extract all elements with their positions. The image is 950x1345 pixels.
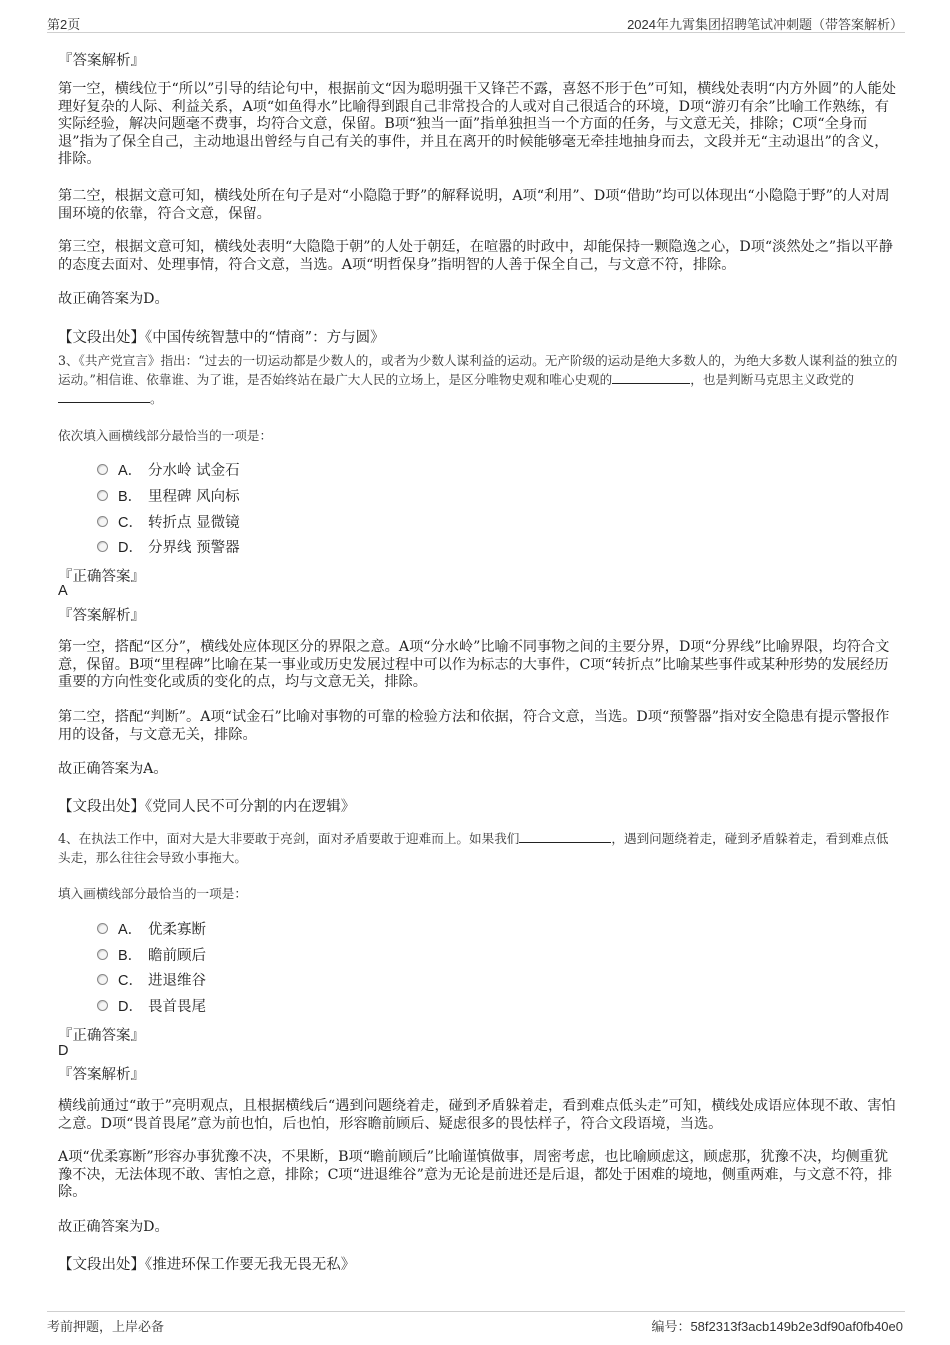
- analysis-paragraph: 第三空，根据文意可知，横线处表明“大隐隐于朝”的人处于朝廷，在喧嚣的时政中，却能保持一颗隐逸之心，D项“淡然处之”指以平静的态度去面对、处理事情，符合文意，当选。A项“明哲保身”指明智的人善于保全自己，与文意不符，排除。: [58, 239, 893, 273]
- radio-icon[interactable]: [97, 464, 108, 475]
- question-stem: 4、在执法工作中，面对大是大非要敢于亮剑，面对矛盾要敢于迎难而上。如果我们 ，遇到问题绕着走，碰到矛盾躲着走，看到难点低头走，那么往往会导致小事拖大。: [58, 831, 889, 865]
- source-citation: 【文段出处】《中国传统智慧中的“情商”：方与圆》: [58, 330, 385, 346]
- question-instruction: 依次填入画横线部分最恰当的一项是：: [58, 428, 273, 443]
- radio-icon[interactable]: [97, 1000, 108, 1011]
- page-header: [47, 12, 905, 33]
- question-instruction: 填入画横线部分最恰当的一项是：: [58, 886, 247, 901]
- correct-answer-label: 『正确答案』: [58, 569, 145, 585]
- fill-blank: [612, 371, 690, 384]
- answer-analysis-label: 『答案解析』: [58, 53, 145, 69]
- source-citation: 【文段出处】《党同人民不可分割的内在逻辑》: [58, 799, 356, 815]
- document-title: 2024年九霄集团招聘笔试冲刺题（带答案解析）: [627, 17, 903, 32]
- conclusion: 故正确答案为D。: [58, 291, 169, 307]
- analysis-paragraph: 横线前通过“敢于”亮明观点，且根据横线后“遇到问题绕着走，碰到矛盾躲着走，看到难点低头走”可知，横线处成语应体现不敢、害怕之意。D项“畏首畏尾”意为前也怕，后也怕，形容瞻前顾后、疑虑很多的畏怯样子，符合文段语境，当选。: [58, 1098, 896, 1132]
- option-a[interactable]: A． 优柔寡断: [97, 918, 206, 938]
- footer-slogan: 考前押题，上岸必备: [47, 1319, 165, 1334]
- answer-analysis-label: 『答案解析』: [58, 608, 145, 624]
- correct-answer: D: [58, 1043, 69, 1059]
- radio-icon[interactable]: [97, 974, 108, 985]
- option-a[interactable]: A． 分水岭 试金石: [97, 459, 240, 479]
- document-id: 编号：58f2313f3acb149b2e3df90af0fb40e0: [651, 1319, 903, 1334]
- radio-icon[interactable]: [97, 516, 108, 527]
- radio-icon[interactable]: [97, 541, 108, 552]
- source-citation: 【文段出处】《推进环保工作要无我无畏无私》: [58, 1257, 356, 1273]
- option-b[interactable]: B． 瞻前顾后: [97, 944, 206, 964]
- question-stem: 3、《共产党宣言》指出：“过去的一切运动都是少数人的，或者为少数人谋利益的运动。无产阶级的运动是绝大多数人的，为绝大多数人谋利益的独立的运动。”相信谁、依靠谁、为了谁，是否始终站在最广大人民的立场上，是区分唯物史观和唯心史观的 ，也是判断马克思主义政党的。: [58, 353, 898, 406]
- correct-answer: A: [58, 583, 68, 599]
- analysis-paragraph: 第二空，搭配“判断”。A项“试金石”比喻对事物的可靠的检验方法和依据，符合文意，当选。D项“预警器”指对安全隐患有提示警报作用的设备，与文意无关，排除。: [58, 709, 890, 743]
- conclusion: 故正确答案为D。: [58, 1219, 169, 1235]
- option-c[interactable]: C． 进退维谷: [97, 969, 206, 989]
- option-d[interactable]: D． 畏首畏尾: [97, 995, 206, 1015]
- radio-icon[interactable]: [97, 923, 108, 934]
- analysis-paragraph: A项“优柔寡断”形容办事犹豫不决，不果断，B项“瞻前顾后”比喻谨慎做事，周密考虑，也比喻顾虑这，顾虑那，犹豫不决，均侧重犹豫不决，无法体现不敢、害怕之意，排除；C项“进退维谷”意为无论是前进还是后退，都处于困难的境地，侧重两难，与文意不符，排除。: [58, 1149, 893, 1200]
- fill-blank: [519, 830, 611, 843]
- correct-answer-label: 『正确答案』: [58, 1028, 145, 1044]
- analysis-paragraph: 第一空，搭配“区分”，横线处应体现区分的界限之意。A项“分水岭”比喻不同事物之间的主要分界，D项“分界线”比喻界限，均符合文意，保留。B项“里程碑”比喻在某一事业或历史发展过程中可以作为标志的大事件，C项“转折点”比喻某些事件或某种形势的发展经历重要的方向性变化或质的变化的点，均与文意无关，排除。: [58, 639, 890, 690]
- option-b[interactable]: B． 里程碑 风向标: [97, 485, 240, 505]
- analysis-paragraph: 第二空，根据文意可知，横线处所在句子是对“小隐隐于野”的解释说明，A项“利用”、D项“借助”均可以体现出“小隐隐于野”的人对周围环境的依靠，符合文意，保留。: [58, 188, 890, 222]
- page-footer: [47, 1311, 905, 1336]
- option-d[interactable]: D． 分界线 预警器: [97, 536, 240, 556]
- analysis-paragraph: 第一空，横线位于“所以”引导的结论句中，根据前文“因为聪明强干又锋芒不露，喜怒不形于色”可知，横线处表明“内方外圆”的人能处理好复杂的人际、利益关系，A项“如鱼得水”比喻得到跟自己非常投合的人或对自己很适合的环境，D项“游刃有余”比喻工作熟练，有实际经验，解决问题毫不费事，均符合文意，保留。B项“独当一面”指单独担当一个方面的任务，与文意无关，排除；C项“全身而退”指为了保全自己，主动地退出曾经与自己有关的事件，并且在离开的时候能够毫无牵挂地抽身而去，文段并无“主动退出”的含义，排除。: [58, 81, 897, 167]
- radio-icon[interactable]: [97, 490, 108, 501]
- answer-analysis-label: 『答案解析』: [58, 1067, 145, 1083]
- fill-blank: [58, 390, 150, 403]
- radio-icon[interactable]: [97, 949, 108, 960]
- conclusion: 故正确答案为A。: [58, 761, 168, 777]
- page-number: 第2页: [47, 17, 81, 32]
- option-c[interactable]: C． 转折点 显微镜: [97, 511, 240, 531]
